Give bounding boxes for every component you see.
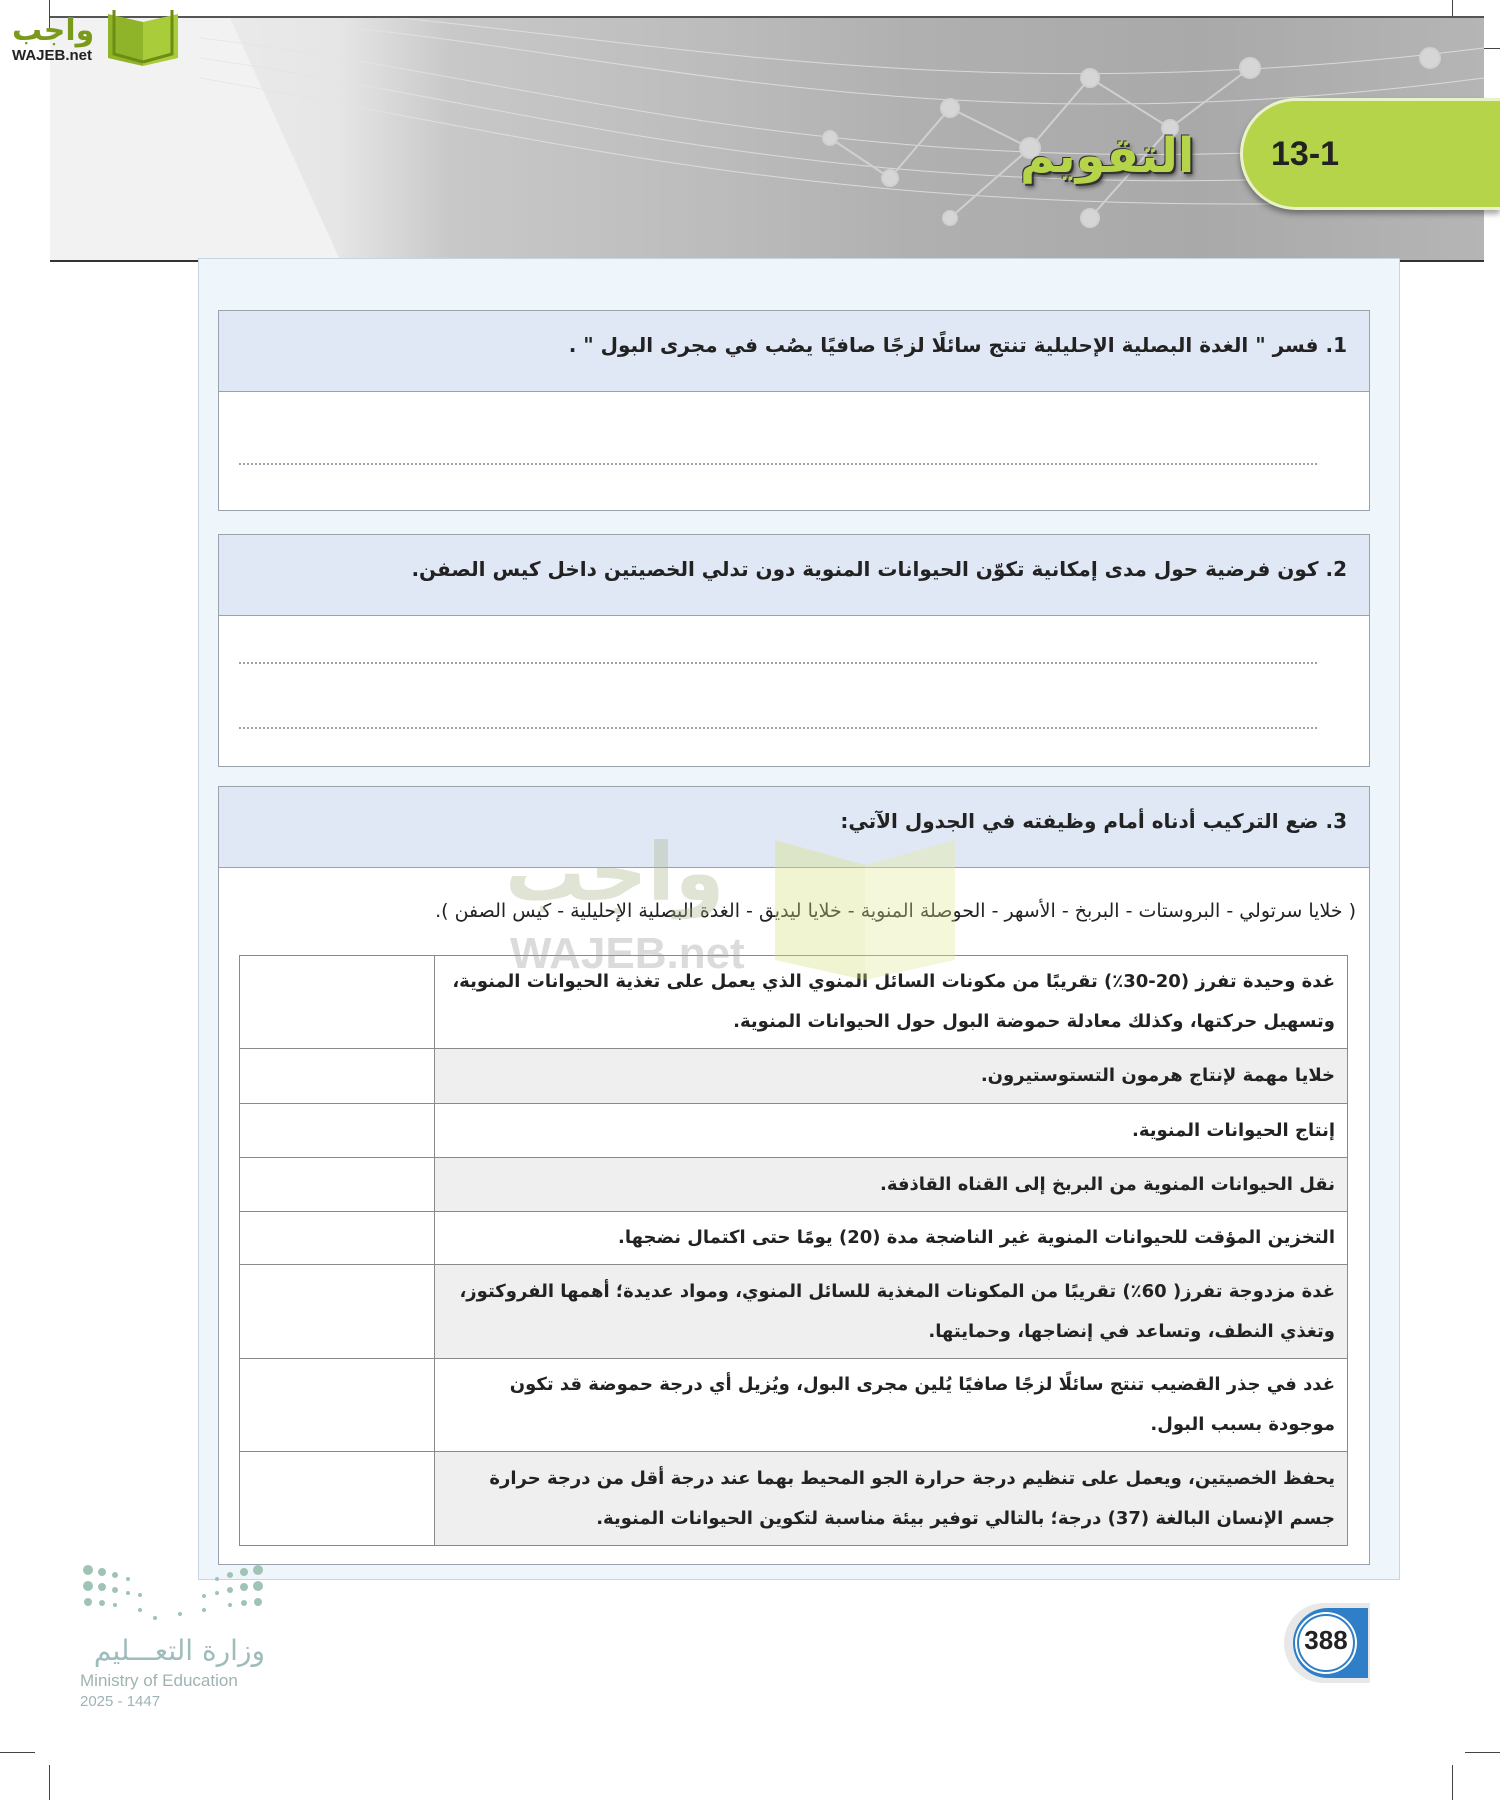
- question-1-header: [219, 311, 1369, 392]
- question-2-header: [219, 535, 1369, 616]
- answer-line[interactable]: [239, 662, 1317, 664]
- table-row: [240, 1265, 1348, 1359]
- table-row: [240, 1359, 1348, 1452]
- question-2: [218, 534, 1370, 767]
- crop-mark: [49, 1765, 50, 1800]
- crop-mark: [1452, 1765, 1453, 1800]
- table-row: [240, 1049, 1348, 1104]
- question-text: فسر " الغدة البصلية الإحليلية تنتج سائلًا لزجًا صافيًا يصُب في مجرى البول " .: [568, 333, 1319, 357]
- answer-cell[interactable]: [240, 1359, 435, 1452]
- answer-cell[interactable]: [240, 1049, 435, 1104]
- answer-line[interactable]: [239, 463, 1317, 465]
- lesson-number: 13-1: [1271, 134, 1340, 173]
- lesson-number-tab: [1240, 98, 1500, 210]
- function-cell: يحفظ الخصيتين، ويعمل على تنظيم درجة حرارة الجو المحيط بهما عند درجة أقل من درجة حرارة جسم الإنسان البالغة (37) درجة؛ بالتالي توفير بيئة مناسبة لتكوين الحيوانات المنوية.: [435, 1452, 1348, 1546]
- function-table: [239, 955, 1348, 1546]
- table-row: [240, 1212, 1348, 1265]
- function-cell: إنتاج الحيوانات المنوية.: [435, 1104, 1348, 1158]
- crop-mark: [1465, 1752, 1500, 1753]
- svg-text:واجب: واجب: [505, 826, 725, 919]
- function-cell: غدة مزدوجة تفرز( 60٪) تقريبًا من المكونات المغذية للسائل المنوي، ومواد عديدة؛ أهمها الفروكتوز، وتغذي النطف، وتساعد في إنضاجها، وحمايتها.: [435, 1265, 1348, 1359]
- svg-text:WAJEB.net: WAJEB.net: [510, 929, 745, 978]
- answer-cell[interactable]: [240, 1104, 435, 1158]
- table-row: [240, 1104, 1348, 1158]
- lesson-title: التقويم: [1020, 128, 1195, 184]
- answer-cell[interactable]: [240, 1265, 435, 1359]
- function-cell: نقل الحيوانات المنوية من البربخ إلى القناه القاذفة.: [435, 1158, 1348, 1212]
- table-row: [240, 1158, 1348, 1212]
- question-1: [218, 310, 1370, 511]
- function-cell: التخزين المؤقت للحيوانات المنوية غير الناضجة مدة (20) يومًا حتى اكتمال نضجها.: [435, 1212, 1348, 1265]
- structure-options: ( خلايا سرتولي - البروستات - البربخ - الأسهر - الحوصلة المنوية - خلايا ليديق - الغدة البصلية الإحليلية - كيس الصفن ).: [435, 900, 1356, 922]
- function-cell: غدة وحيدة تفرز (20-30٪) تقريبًا من مكونات السائل المنوي الذي يعمل على تغذية الحيوانات المنوية، وتسهيل حركتها، وكذلك معادلة حموضة البول حول الحيوانات المنوية.: [435, 956, 1348, 1049]
- answer-cell[interactable]: [240, 1212, 435, 1265]
- question-3-header: [219, 787, 1369, 868]
- question-number: 1.: [1325, 333, 1347, 357]
- answer-line[interactable]: [239, 727, 1317, 729]
- answer-cell[interactable]: [240, 1452, 435, 1546]
- answer-cell[interactable]: [240, 956, 435, 1049]
- edition-year: 2025 - 1447: [80, 1693, 161, 1710]
- question-number: 2.: [1325, 557, 1347, 581]
- function-cell: خلايا مهمة لإنتاج هرمون التستوستيرون.: [435, 1049, 1348, 1104]
- ministry-arabic-name: وزارة التعـــليم: [93, 1634, 265, 1667]
- table-row: [240, 1452, 1348, 1546]
- question-text: ضع التركيب أدناه أمام وظيفته في الجدول الآتي:: [840, 809, 1319, 833]
- wajeb-logo: [8, 4, 188, 68]
- ministry-dots-emblem: [80, 1562, 265, 1622]
- question-number: 3.: [1325, 809, 1347, 833]
- page-number: 388: [1304, 1625, 1348, 1655]
- svg-text:WAJEB.net: WAJEB.net: [12, 47, 93, 64]
- ministry-english-name: Ministry of Education: [80, 1671, 238, 1690]
- crop-mark: [0, 1752, 35, 1753]
- question-text: كون فرضية حول مدى إمكانية تكوّن الحيوانات المنوية دون تدلي الخصيتين داخل كيس الصفن.: [411, 557, 1319, 581]
- table-row: [240, 956, 1348, 1049]
- ministry-of-education-logo: [80, 1562, 270, 1710]
- function-cell: غدد في جذر القضيب تنتج سائلًا لزجًا صافيًا يُلين مجرى البول، ويُزيل أي درجة حموضة قد تكون موجودة بسبب البول.: [435, 1359, 1348, 1452]
- logo-arabic-text: واجب: [12, 13, 95, 48]
- answer-cell[interactable]: [240, 1158, 435, 1212]
